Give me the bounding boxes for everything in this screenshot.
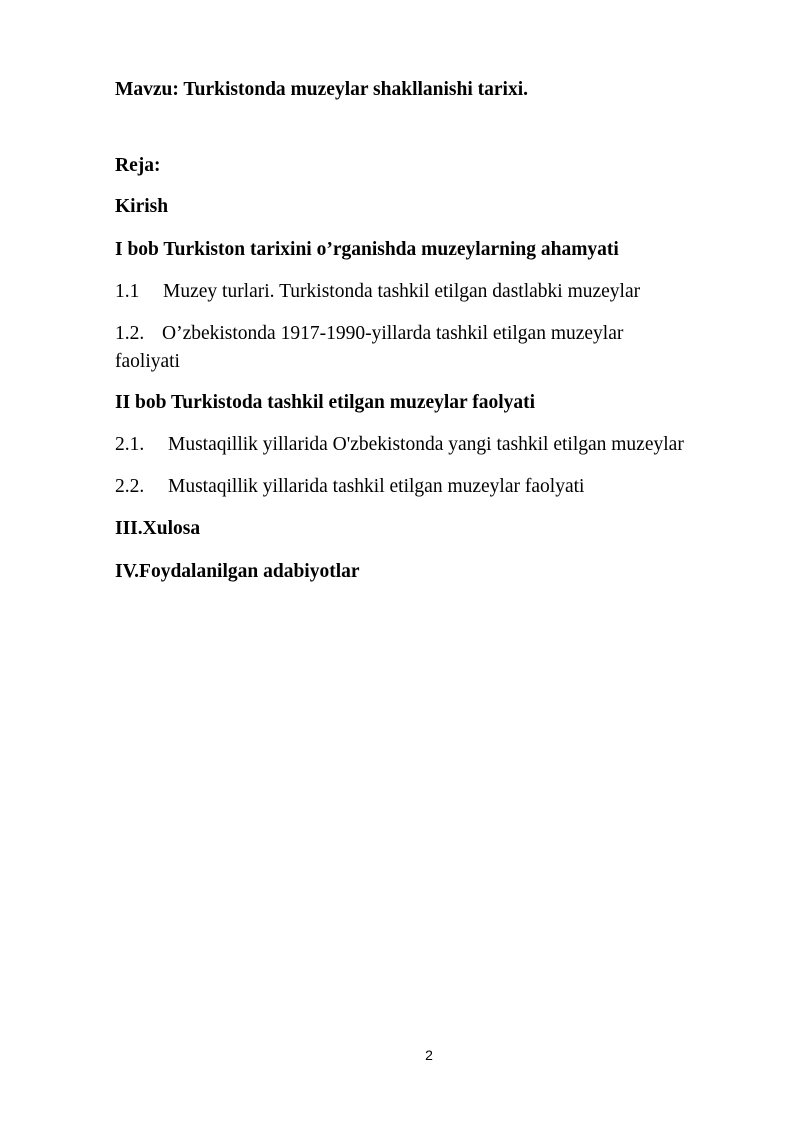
- toc-item-number: 1.2.: [115, 323, 145, 344]
- toc-item-text: Mustaqillik yillarida tashkil etilgan muzeylar faolyati: [168, 476, 585, 497]
- toc-item-text: O’zbekistonda 1917-1990-yillarda tashkil etilgan muzeylar: [162, 323, 624, 344]
- page-number: 2: [425, 1047, 433, 1063]
- toc-item-2-2: [115, 475, 584, 499]
- intro-entry: Kirish: [115, 196, 169, 217]
- plan-heading: Reja:: [115, 155, 161, 176]
- toc-item-number: 1.1: [115, 281, 140, 302]
- toc-item-1-1: [115, 280, 640, 304]
- chapter1-title: I bob Turkiston tarixini o’rganishda muzeylarning ahamyati: [115, 239, 619, 260]
- conclusion-entry: III.Xulosa: [115, 518, 201, 539]
- topic-title: Mavzu: Turkistonda muzeylar shakllanishi tarixi.: [115, 79, 529, 100]
- toc-item-text: Mustaqillik yillarida O'zbekistonda yangi tashkil etilgan muzeylar: [168, 434, 684, 455]
- toc-item-1-2: [115, 322, 623, 346]
- toc-item-1-2-continuation: faoliyati: [115, 351, 180, 372]
- toc-item-2-1: [115, 433, 684, 457]
- toc-item-number: 2.1.: [115, 434, 145, 455]
- toc-item-number: 2.2.: [115, 476, 145, 497]
- toc-item-text: Muzey turlari. Turkistonda tashkil etilgan dastlabki muzeylar: [163, 281, 641, 302]
- references-entry: IV.Foydalanilgan adabiyotlar: [115, 561, 360, 582]
- chapter2-title: II bob Turkistoda tashkil etilgan muzeylar faolyati: [115, 392, 536, 413]
